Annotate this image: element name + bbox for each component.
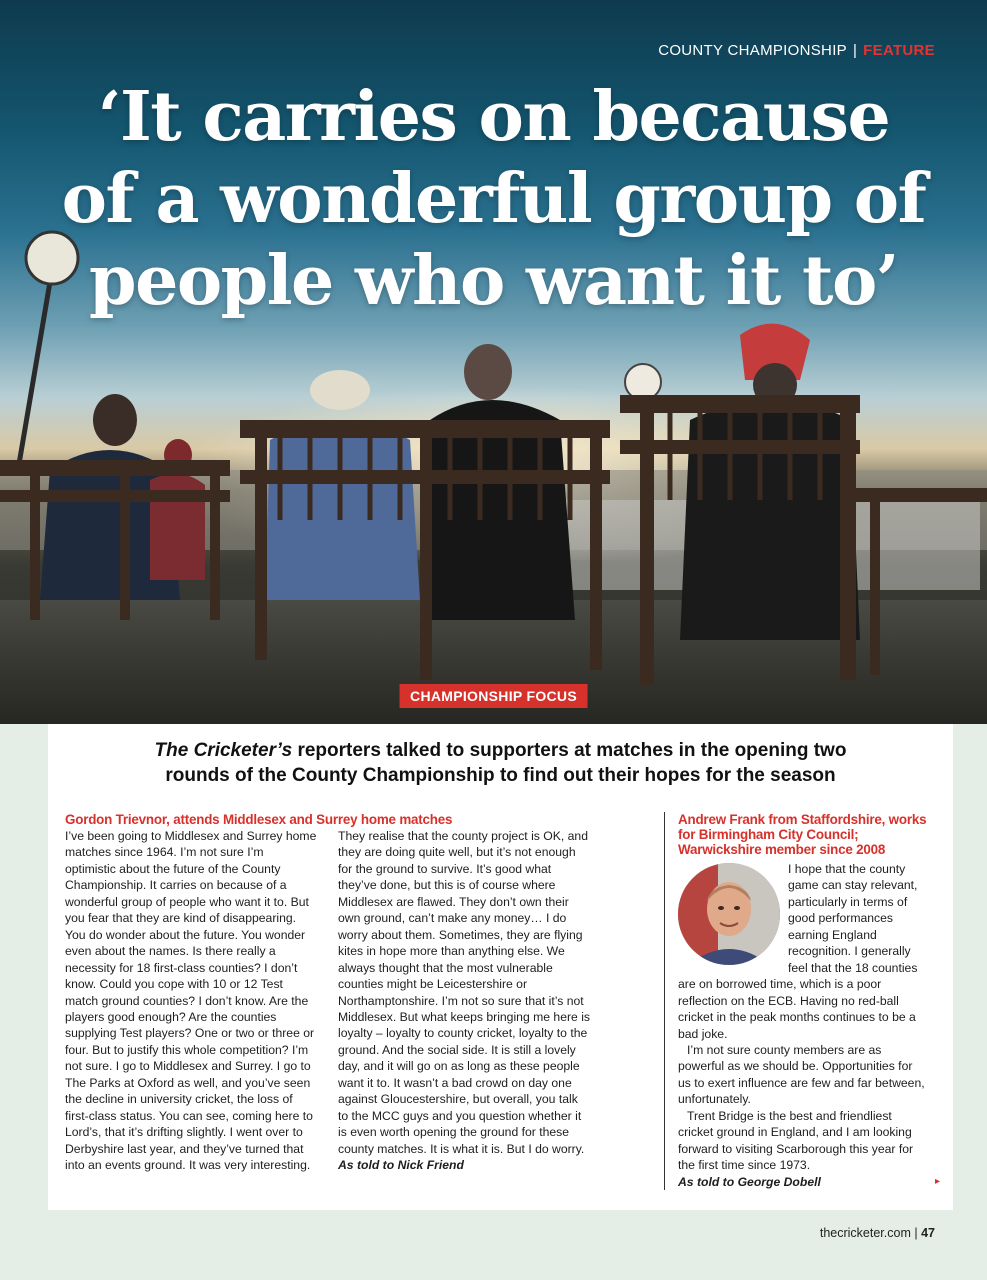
portrait-photo-icon <box>678 863 780 965</box>
story-1-column-2 <box>338 828 590 1174</box>
story-1-byline: Gordon Trievnor, attends Middlesex and Surrey home matches <box>65 812 453 827</box>
headline <box>0 76 987 322</box>
page-footer <box>820 1226 935 1240</box>
story-2-paragraph-3: Trent Bridge is the best and friendliest cricket ground in England, and I am looking forward to visiting Scarborough this year for the first time since 1973. <box>678 1108 914 1173</box>
standfirst-line-2: rounds of the County Championship to find out their hopes for the season <box>165 765 836 786</box>
section-kicker <box>658 42 935 59</box>
story-2-paragraph-2: I’m not sure county members are as powerful as we should be. Opportunities for us to exert influence are few and far between, unfortunately. <box>678 1042 925 1107</box>
story-2-column <box>664 812 940 1190</box>
headline-line-2: of a wonderful group of <box>61 159 926 239</box>
story-2-credit: As told to George Dobell <box>678 1174 821 1189</box>
article-card <box>48 724 953 1210</box>
standfirst-publication: The Cricketer’s <box>154 740 293 761</box>
story-2-byline: Andrew Frank from Staffordshire, works for Birmingham City Council; Warwickshire member since 2008 <box>678 812 927 857</box>
headline-line-1: ‘It carries on because <box>97 77 890 157</box>
page-number: 47 <box>921 1226 935 1240</box>
championship-focus-badge: CHAMPIONSHIP FOCUS <box>399 684 588 708</box>
story-2-body <box>678 861 928 1190</box>
standfirst-line-1: reporters talked to supporters at matches in the opening two <box>292 740 847 761</box>
standfirst <box>48 738 953 788</box>
footer-separator: | <box>914 1226 918 1240</box>
footer-site: thecricketer.com <box>819 1226 911 1240</box>
story-2-paragraph-1: I hope that the county game can stay relevant, particularly in terms of good performances earning England recognition. I generally feel that the 18 counties are on borrowed time, which is a poor reflection on the ECB. Having no red-ball cricket in the peak months continues to be a bad joke. <box>678 862 918 1041</box>
story-1-text-part-2: They realise that the county project is OK, and they are doing quite well, but it’s not enough for the ground to survive. It’s good what they’ve done, but this is of course where Middlesex are flawed. They don’t own their own ground, can’t make any money… I do worry about them. Sometimes, they are flying kites in hope more than anything else. We always thought that the most vulnerable counties might be Leicestershire or Northamptonshire. I’m not so sure that it’s not Middlesex. But what keeps bringing me here is loyalty – loyalty to county cricket, loyalty to the ground. And the social side. It is still a lovely day, and it will go on as long as these people want it to. It wasn’t a bad crowd on day one against Gloucestershire, but overall, you talk to the MCC guys and you question whether it is even worth opening the ground for these county matches. It is what it is. But I do worry. <box>338 829 591 1156</box>
kicker-separator: | <box>852 42 858 59</box>
story-1-text-part-1: I’ve been going to Middlesex and Surrey home matches since 1964. I’m not sure I’m optimistic about the future of the County Championship. It carries on because of a wonderful group of people who want it to. But you fear that they are kind of disappearing. You do wonder about the future. You wonder even about the names. Is there really a necessity for 18 first-class counties? I don’t know. Could you cope with 10 or 12 Test match ground counties? I don’t know. Are the players good enough? Are the counties supplying Test players? One or two or three or four. But to justify this whole competition? I’m not sure. I go to Middlesex and Surrey. I go to The Parks at Oxford as well, and you’ve seen the decline in university cricket, the loss of first-class status. You can see, coming here to Lord’s, that it’s drifting slightly. I went over to Derbyshire last year, and they’ve turned that into an events ground. It was very interesting. <box>65 829 317 1173</box>
headline-line-3: people who want it to’ <box>89 241 898 321</box>
story-1-credit: As told to Nick Friend <box>338 1158 464 1173</box>
andrew-frank-avatar <box>678 863 780 965</box>
feature-label: FEATURE <box>863 42 935 59</box>
continue-arrow-icon: ▸ <box>934 1175 940 1187</box>
section-label: COUNTY CHAMPIONSHIP <box>658 42 847 59</box>
